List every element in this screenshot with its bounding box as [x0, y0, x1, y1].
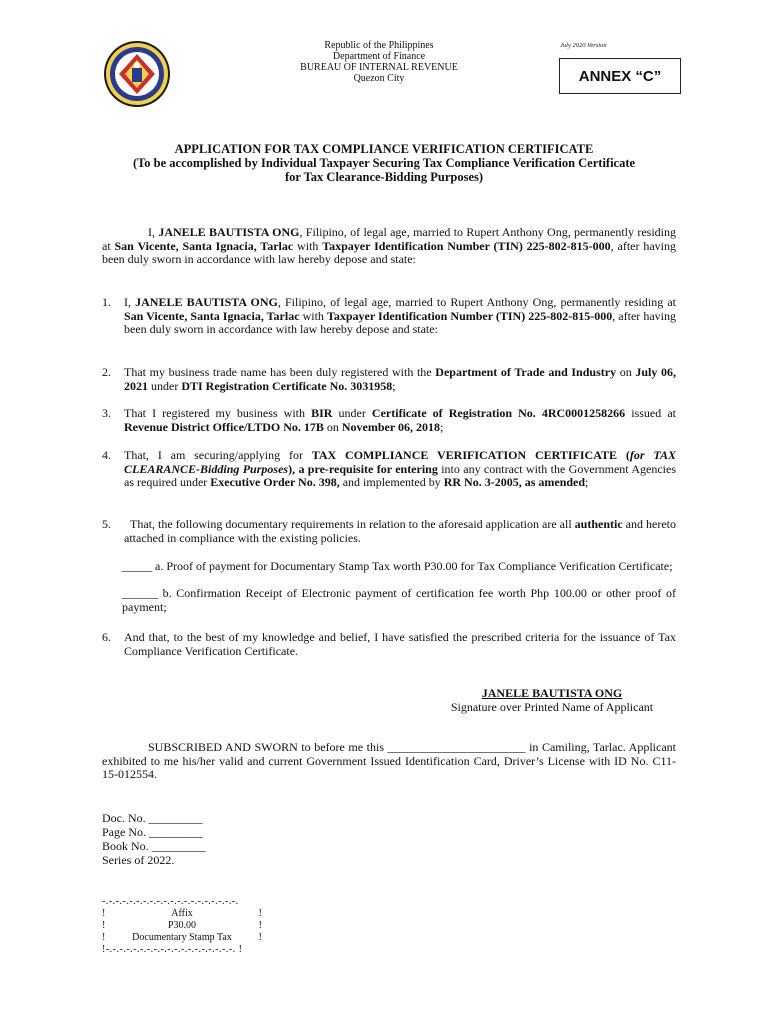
- jurat-paragraph: SUBSCRIBED AND SWORN to before me this _______________________ in Camiling, Tarlac. Applicant exhibited to me his/her valid and current Government Issued Identification Card, Driver’s License with ID No. C11-15-012554.: [102, 740, 676, 781]
- header-line-republic: Republic of the Philippines: [324, 40, 434, 51]
- intro-text: , after having been duly sworn in accordance with law hereby depose and state:: [102, 238, 676, 266]
- intro-paragraph: [102, 226, 676, 267]
- item-text: under: [148, 378, 182, 393]
- form-version: July 2020 Version: [560, 42, 607, 49]
- intro-text: , Filipino, of legal age, married to Rupert Anthony Ong, permanently residing at: [102, 225, 676, 253]
- item-text: on: [323, 419, 342, 434]
- list-item-4: [102, 449, 676, 490]
- item-number: 1.: [102, 295, 111, 309]
- item-text: That, I am securing/applying for: [124, 448, 312, 462]
- item-text: on: [616, 365, 636, 379]
- item-text: ;: [585, 475, 589, 489]
- applicant-tin: Taxpayer Identification Number (TIN) 225-802-815-000: [322, 238, 611, 253]
- item-text: issued at: [625, 406, 676, 420]
- item-number: 2.: [102, 365, 111, 379]
- item-text: under: [332, 406, 372, 420]
- list-item-3: [102, 407, 676, 434]
- cor-date: November 06, 2018: [341, 419, 440, 434]
- item-text: ;: [439, 419, 444, 434]
- header-line-department: Department of Finance: [332, 51, 426, 62]
- item-text: and hereto attached in compliance with the existing policies.: [124, 517, 677, 545]
- dti-certificate: DTI Registration Certificate No. 3031958: [181, 378, 393, 393]
- item-number: 3.: [102, 406, 111, 420]
- item-text: That my business trade name has been duly registered with the: [124, 365, 436, 379]
- stamp-border-left: !: [102, 932, 106, 943]
- tcvc-name: TAX COMPLIANCE VERIFICATION CERTIFICATE: [311, 448, 617, 462]
- stamp-border-left: !: [102, 908, 106, 919]
- item-text: and implemented by: [339, 475, 444, 489]
- applicant-address: San Vicente, Santa Ignacia, Tarlac: [114, 238, 294, 253]
- authentic-word: authentic: [574, 517, 623, 531]
- item-text: , Filipino, of legal age, married to Rupert Anthony Ong, permanently residing at: [277, 295, 676, 309]
- notarial-register: [102, 811, 206, 867]
- item-text: into any contract with the Government Agencies as required under: [124, 461, 676, 489]
- item-text: That I registered my business with: [124, 406, 312, 420]
- stamp-affix: Affix: [171, 908, 193, 919]
- page-number: Page No. _________: [102, 825, 203, 839]
- stamp-row: [102, 908, 262, 920]
- tcvc-purpose: for TAX CLEARANCE-Bidding Purposes: [124, 448, 677, 476]
- documentary-stamp-box: [102, 896, 262, 956]
- cor-number: Certificate of Registration No. 4RC0001258266: [371, 406, 626, 420]
- signatory-name: JANELE BAUTISTA ONG: [481, 686, 623, 700]
- series-year: Series of 2022.: [102, 853, 175, 867]
- item-text: ;: [392, 378, 396, 393]
- item-text: with: [299, 308, 327, 323]
- doc-number: Doc. No. _________: [102, 811, 203, 825]
- dti-name: Department of Trade and Industry: [435, 365, 617, 379]
- intro-text: I,: [148, 225, 159, 239]
- header-line-bureau: BUREAU OF INTERNAL REVENUE: [300, 62, 458, 73]
- item-text: ), a pre-requisite for: [288, 461, 396, 476]
- document-title: [90, 142, 678, 184]
- dti-date: July 06, 2021: [124, 365, 677, 393]
- revenue-regulation: RR No. 3-2005, as amended: [443, 475, 586, 489]
- applicant-name: JANELE BAUTISTA ONG: [158, 225, 300, 239]
- stamp-row: [102, 932, 262, 944]
- signature-block: [430, 686, 674, 714]
- stamp-amount: P30.00: [167, 920, 197, 931]
- stamp-border-right: !: [258, 920, 262, 931]
- requirement-a: _____ a. Proof of payment for Documentary Stamp Tax worth P30.00 for Tax Compliance Verification Certificate;: [122, 559, 673, 573]
- rdo-number: Revenue District Office/LTDO No. 17B: [124, 419, 324, 434]
- item-number: 6.: [102, 630, 111, 644]
- title-sub-1: (To be accomplished by Individual Taxpayer Securing Tax Compliance Verification Certificate: [132, 156, 636, 170]
- bir-seal-logo: [103, 40, 171, 108]
- stamp-label: Documentary Stamp Tax: [132, 932, 232, 943]
- applicant-name: JANELE BAUTISTA ONG: [135, 295, 278, 309]
- stamp-border-bottom: !-.-.-.-.-.-.-.-.-.-.-.-.-.-.-.-.-.-.-. !: [102, 944, 243, 955]
- applicant-tin: Taxpayer Identification Number (TIN) 225-802-815-000: [326, 308, 613, 323]
- book-number: Book No. _________: [102, 839, 206, 853]
- list-item-5: [102, 518, 676, 545]
- executive-order: Executive Order No. 398,: [210, 475, 340, 489]
- annex-label: ANNEX “C”: [559, 58, 681, 94]
- requirement-b: ______ b. Confirmation Receipt of Electronic payment of certification fee worth Php 100.00 or other proof of payment;: [122, 586, 676, 614]
- stamp-border-left: !: [102, 920, 106, 931]
- bir-name: BIR: [311, 406, 333, 420]
- agency-header: [270, 40, 488, 84]
- item-number: 5.: [102, 517, 111, 531]
- entering-word: entering: [395, 461, 438, 476]
- list-item-2: [102, 366, 676, 393]
- applicant-address: San Vicente, Santa Ignacia, Tarlac: [124, 308, 300, 323]
- item-number: 4.: [102, 448, 111, 462]
- stamp-border-right: !: [258, 932, 262, 943]
- item-text: I,: [124, 295, 136, 309]
- header-line-city: Quezon City: [353, 73, 405, 84]
- item-text: That, the following documentary requirements in relation to the aforesaid application are all: [130, 517, 575, 531]
- signature-caption: Signature over Printed Name of Applicant: [450, 700, 654, 714]
- list-item-6: [102, 631, 676, 658]
- stamp-border-top: -.-.-.-.-.-.-.-.-.-.-.-.-.-.-.-.-.-.-.-.: [102, 896, 239, 907]
- item-text: And that, to the best of my knowledge and belief, I have satisfied the prescribed criteria for the issuance of Tax Compliance Verification Certificate.: [124, 630, 676, 658]
- item-text: , after having been duly sworn in accordance with law hereby depose and state:: [124, 308, 676, 336]
- title-main: APPLICATION FOR TAX COMPLIANCE VERIFICATION CERTIFICATE: [174, 142, 594, 156]
- list-item-1: [102, 296, 676, 337]
- stamp-row: [102, 920, 262, 932]
- stamp-border-right: !: [258, 908, 262, 919]
- intro-text: with: [293, 238, 323, 253]
- title-sub-2: for Tax Clearance-Bidding Purposes): [284, 170, 484, 184]
- item-text: (: [617, 448, 630, 462]
